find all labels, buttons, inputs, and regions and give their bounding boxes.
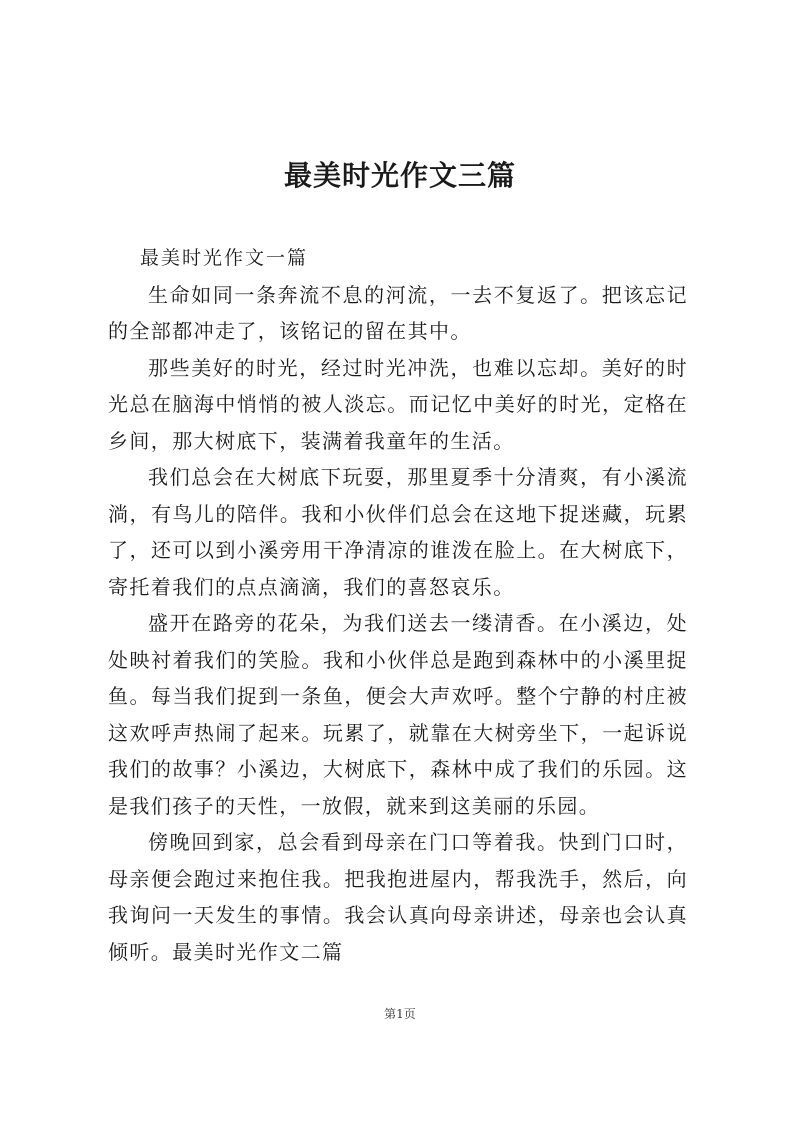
paragraph-3: 我们总会在大树底下玩耍，那里夏季十分清爽，有小溪流淌，有鸟儿的陪伴。我和小伙伴们总会在这地下捉迷藏，玩累了，还可以到小溪旁用干净清凉的谁泼在脸上。在大树底下，寄托着我们的点点滴滴，我们的喜怒哀乐。 [108,465,688,599]
paragraph-2: 那些美好的时光，经过时光冲洗，也难以忘却。美好的时光总在脑海中悄悄的被人淡忘。而记忆中美好的时光，定格在乡间，那大树底下，装满着我童年的生活。 [108,355,688,453]
document-body [108,240,688,970]
page-number: 第1页 [384,1007,416,1021]
paragraph-1: 生命如同一条奔流不息的河流，一去不复返了。把该忘记的全部都冲走了，该铭记的留在其中。 [108,282,688,343]
paragraph-5: 傍晚回到家，总会看到母亲在门口等着我。快到门口时，母亲便会跑过来抱住我。把我抱进屋内，帮我洗手，然后，向我询问一天发生的事情。我会认真向母亲讲述，母亲也会认真倾听。最美时光作文二篇 [108,830,688,964]
document-title: 最美时光作文三篇 [283,159,516,192]
paragraph-4: 盛开在路旁的花朵，为我们送去一缕清香。在小溪边，处处映衬着我们的笑脸。我和小伙伴总是跑到森林中的小溪里捉鱼。每当我们捉到一条鱼，便会大声欢呼。整个宁静的村庄被这欢呼声热闹了起来。玩累了，就靠在大树旁坐下，一起诉说我们的故事？小溪边，大树底下，森林中成了我们的乐园。这是我们孩子的天性，一放假，就来到这美丽的乐园。 [108,611,688,818]
section-heading: 最美时光作文一篇 [140,247,309,269]
